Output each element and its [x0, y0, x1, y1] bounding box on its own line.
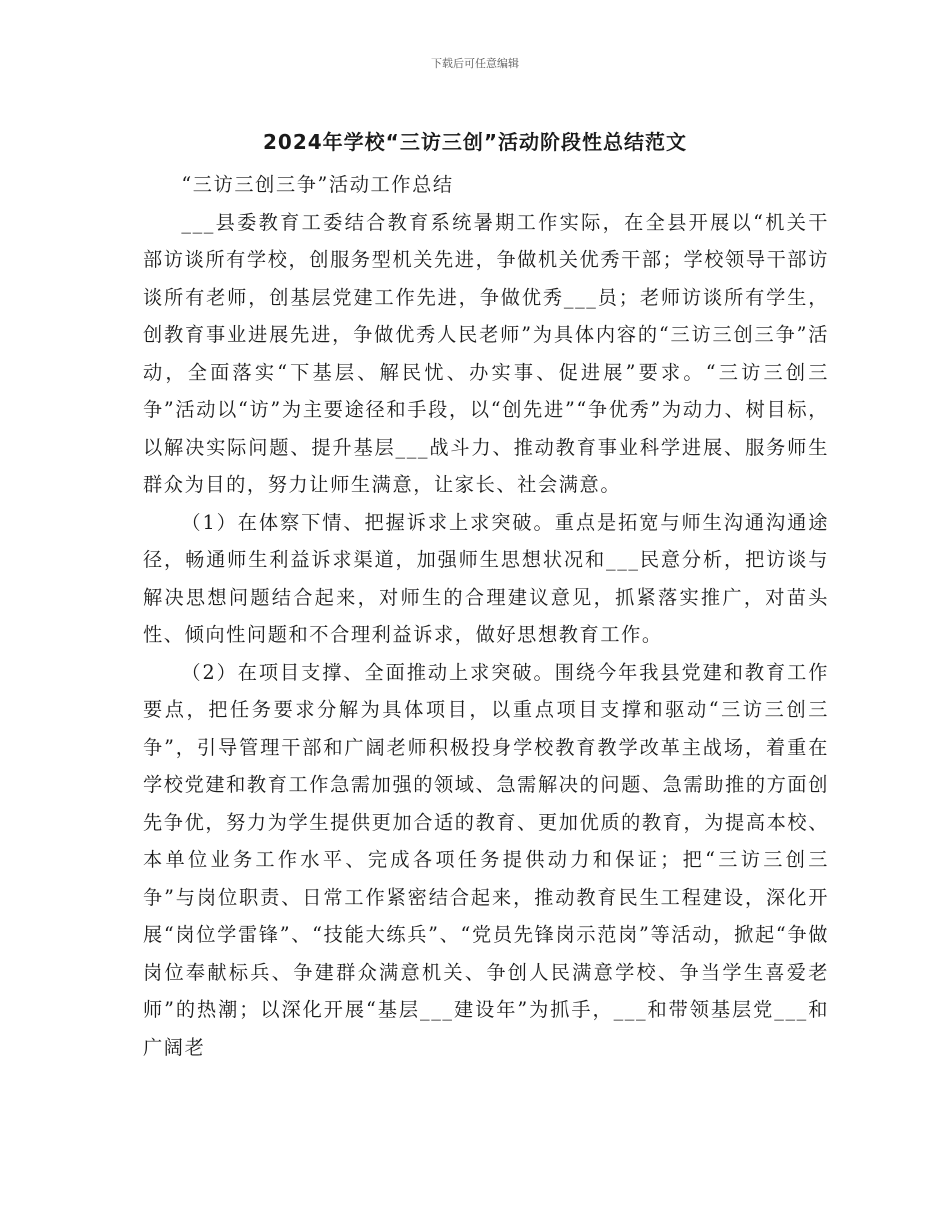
body-paragraph: （1）在体察下情、把握诉求上求突破。重点是拓宽与师生沟通沟通途径，畅通师生利益诉求渠道，加强师生思想状况和___民意分析，把访谈与解决思想问题结合起来，对师生的合理建议意见，抓紧落实推广，对苗头性、倾向性问题和不合理利益诉求，做好思想教育工作。: [143, 510, 829, 646]
document-title: 2024年学校“三访三创”活动阶段性总结范文: [263, 130, 687, 154]
document-body: [143, 166, 829, 1066]
section-heading: “三访三创三争”活动工作总结: [181, 173, 454, 196]
body-paragraph: ___县委教育工委结合教育系统暑期工作实际，在全县开展以“机关干部访谈所有学校，创服务型机关先进，争做机关优秀干部；学校领导干部访谈所有老师，创基层党建工作先进，争做优秀___员；老师访谈所有学生，创教育事业进展先进，争做优秀人民老师”为具体内容的“三访三创三争”活动，全面落实“下基层、解民忧、办实事、促进展”要求。“三访三创三争”活动以“访”为主要途径和手段，以“创先进”“争优秀”为动力、树目标，以解决实际问题、提升基层___战斗力、推动教育事业科学进展、服务师生群众为目的，努力让师生满意，让家长、社会满意。: [143, 210, 829, 496]
page-header-note: 下载后可任意编辑: [431, 57, 519, 70]
body-paragraph: （2）在项目支撑、全面推动上求突破。围绕今年我县党建和教育工作要点，把任务要求分解为具体项目，以重点项目支撑和驱动“三访三创三争”，引导管理干部和广阔老师积极投身学校教育教学改革主战场，着重在学校党建和教育工作急需加强的领域、急需解决的问题、急需助推的方面创先争优，努力为学生提供更加合适的教育、更加优质的教育，为提高本校、本单位业务工作水平、完成各项任务提供动力和保证；把“三访三创三争”与岗位职责、日常工作紧密结合起来，推动教育民生工程建设，深化开展“岗位学雷锋”、“技能大练兵”、“党员先锋岗示范岗”等活动，掀起“争做岗位奉献标兵、争建群众满意机关、争创人民满意学校、争当学生喜爱老师”的热潮；以深化开展“基层___建设年”为抓手，___和带领基层党___和广阔老: [143, 660, 829, 1059]
